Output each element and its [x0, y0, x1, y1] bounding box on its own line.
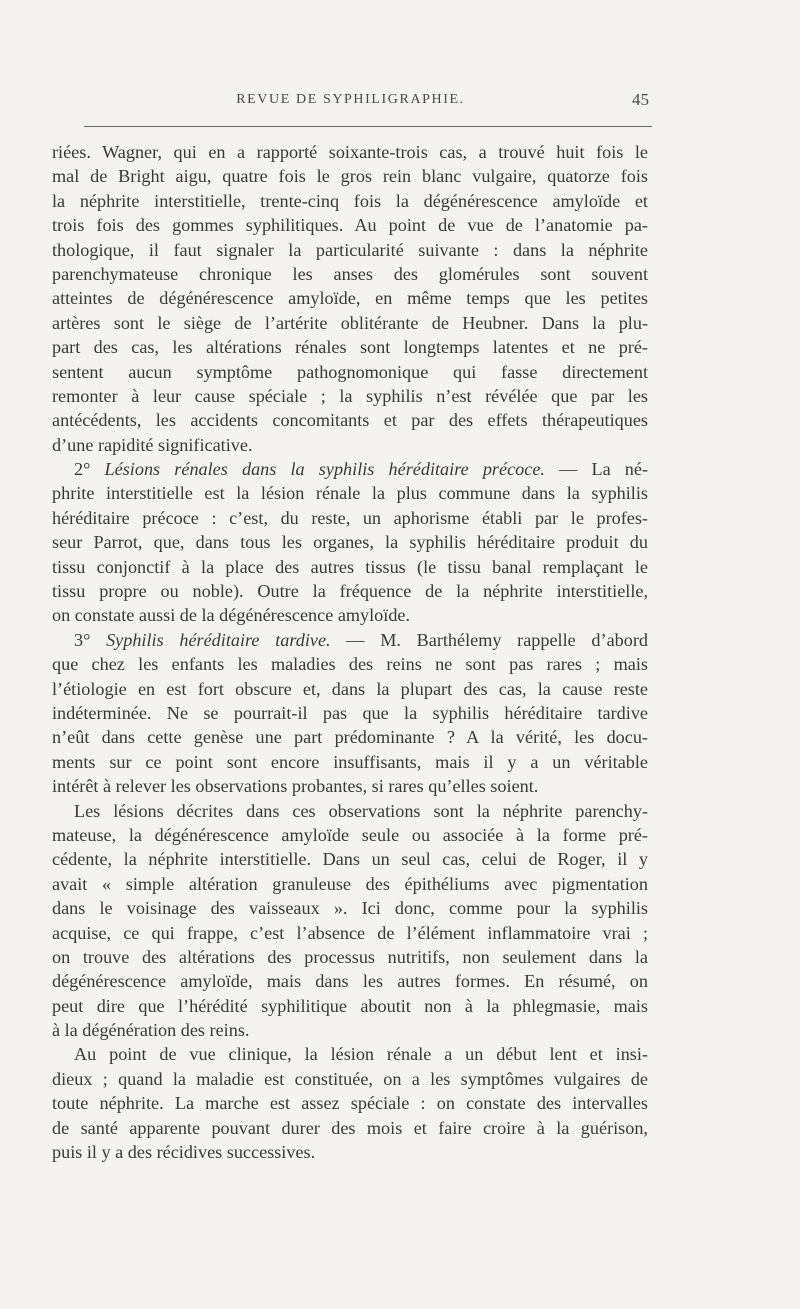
text-line: antécédents, les accidents concomitants et par des effets thérapeutiques	[52, 410, 648, 431]
text-line: sentent aucun symptôme pathognomonique qui fasse directement	[52, 361, 648, 382]
section-number: 3°	[74, 629, 91, 650]
heading-continuation: — La né-	[544, 459, 649, 480]
text-line: peut dire que l’hérédité syphilitique aboutit non à la phlegmasie, mais	[52, 995, 648, 1016]
text-line: ments sur ce point sont encore insuffisants, mais il y a un véritable	[52, 751, 648, 772]
text-line: phrite interstitielle est la lésion rénale la plus commune dans la syphilis	[52, 483, 648, 504]
running-title: REVUE DE SYPHILIGRAPHIE.	[236, 92, 465, 107]
section-heading: Syphilis héréditaire tardive.	[106, 629, 331, 650]
page-number: 45	[632, 90, 649, 109]
text-line: tissu conjonctif à la place des autres tissus (le tissu banal remplaçant le	[52, 556, 648, 577]
text-line: thologique, il faut signaler la particularité suivante : dans la néphrite	[52, 239, 648, 260]
paragraph-2	[52, 457, 648, 628]
paragraph-5	[52, 1042, 648, 1164]
paragraph-3	[52, 628, 648, 799]
text-line: dieux ; quand la maladie est constituée, on a les symptômes vulgaires de	[52, 1068, 648, 1089]
text-line: de santé apparente pouvant durer des mois et faire croire à la guérison,	[52, 1117, 648, 1138]
text-line: seur Parrot, que, dans tous les organes, la syphilis héréditaire produit du	[52, 532, 648, 553]
text-line: toute néphrite. La marche est assez spéciale : on constate des intervalles	[52, 1093, 648, 1114]
text-line: n’eût dans cette genèse une part prédominante ? A la vérité, les docu-	[52, 727, 648, 748]
text-line: dans le voisinage des vaisseaux ». Ici donc, comme pour la syphilis	[52, 898, 648, 919]
text-line: la néphrite interstitielle, trente-cinq fois la dégénérescence amyloïde et	[52, 190, 648, 211]
text-line: mal de Bright aigu, quatre fois le gros rein blanc vulgaire, quatorze fois	[52, 166, 648, 187]
text-line: indéterminée. Ne se pourrait-il pas que la syphilis héréditaire tardive	[52, 702, 648, 723]
text-line: dégénérescence amyloïde, mais dans les autres formes. En résumé, on	[52, 971, 648, 992]
text-line: que chez les enfants les maladies des reins ne sont pas rares ; mais	[52, 654, 648, 675]
text-line: Les lésions décrites dans ces observations sont la néphrite parenchy-	[74, 800, 648, 821]
text-line: tissu propre ou noble). Outre la fréquence de la néphrite interstitielle,	[52, 581, 648, 602]
text-line: atteintes de dégénérescence amyloïde, en même temps que les petites	[52, 288, 648, 309]
text-line: mateuse, la dégénérescence amyloïde seule ou associée à la forme pré-	[52, 824, 648, 845]
running-head	[52, 92, 649, 112]
text-line: cédente, la néphrite interstitielle. Dans un seul cas, celui de Roger, il y	[52, 849, 648, 870]
text-line: on constate aussi de la dégénérescence amyloïde.	[52, 605, 411, 626]
text-line: acquise, ce qui frappe, c’est l’absence de l’élément inflammatoire vrai ;	[52, 922, 648, 943]
body-text	[52, 140, 648, 1164]
heading-continuation: — M. Barthélemy rappelle d’abord	[330, 629, 648, 650]
text-line: intérêt à relever les observations probantes, si rares qu’elles soient.	[52, 776, 539, 797]
text-line: artères sont le siège de l’artérite oblitérante de Heubner. Dans la plu-	[52, 312, 648, 333]
section-heading: Lésions rénales dans la syphilis héréditaire précoce.	[104, 459, 545, 480]
section-number: 2°	[74, 459, 91, 480]
paragraph-1	[52, 140, 648, 457]
text-line: on trouve des altérations des processus nutritifs, non seulement dans la	[52, 946, 648, 967]
text-line: part des cas, les altérations rénales sont longtemps latentes et ne pré-	[52, 337, 648, 358]
text-line: puis il y a des récidives successives.	[52, 1142, 316, 1163]
text-line: parenchymateuse chronique les anses des glomérules sont souvent	[52, 263, 648, 284]
text-line: riées. Wagner, qui en a rapporté soixante-trois cas, a trouvé huit fois le	[52, 142, 648, 162]
text-line: remonter à leur cause spéciale ; la syphilis n’est révélée que par les	[52, 385, 648, 406]
text-line: d’une rapidité significative.	[52, 434, 253, 455]
text-line: trois fois des gommes syphilitiques. Au point de vue de l’anatomie pa-	[52, 215, 648, 236]
text-line: avait « simple altération granuleuse des épithéliums avec pigmentation	[52, 873, 648, 894]
text-line: Au point de vue clinique, la lésion rénale a un début lent et insi-	[74, 1044, 648, 1065]
paragraph-4	[52, 799, 648, 1043]
text-line: à la dégénération des reins.	[52, 1020, 250, 1041]
header-rule	[84, 126, 652, 127]
section-heading-line	[52, 628, 648, 652]
text-line: héréditaire précoce : c’est, du reste, un aphorisme établi par le profes-	[52, 507, 648, 528]
text-line: l’étiologie en est fort obscure et, dans la plupart des cas, la cause reste	[52, 678, 648, 699]
section-heading-line	[52, 457, 648, 481]
